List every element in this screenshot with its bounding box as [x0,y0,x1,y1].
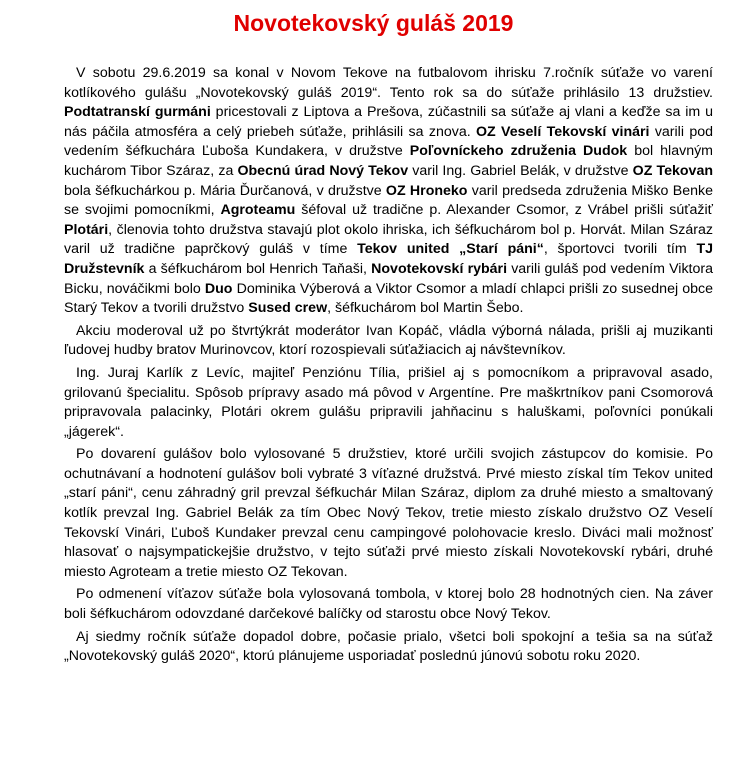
text-run: bol hlavným kuchárom Tibor Száraz, za [64,143,713,179]
text-run: Ing. Juraj Karlík z Levíc, majiteľ Penziónu Tília, prišiel aj s pomocníkom a pripravoval asado, grilovanú špecialitu. Spôsob prípravy asado má pôvod v Argentíne. Pre maškrtníkov pani Csomorová pripravovala palacinky, Plotári okrem gulášu pripravili jahňacinu s haluškami, poľovníci ponúkali „jágerek“. [64,364,713,440]
bold-team-name: Agroteamu [220,202,296,219]
bold-team-name: TJ Družstevník [64,241,714,277]
text-run: varil predseda združenia Miško Benke se svojimi pomocníkmi, [64,182,713,219]
paragraph [64,628,713,667]
bold-team-name: Tekov united „Starí páni“ [357,241,544,258]
text-run: Aj siedmy ročník súťaže dopadol dobre, počasie prialo, všetci boli spokojní a tešia sa na súťaž „Novotekovský guláš 2020“, ktorú plánujeme usporiadať poslednú júnovú sobotu roku 2020. [64,628,713,665]
text-run: šéfoval už tradične p. Alexander Csomor, z Vrábel prišli súťažiť [295,202,713,219]
paragraph [64,585,713,624]
bold-team-name: Podtatranskí gurmáni [64,104,211,121]
text-run: , športovci tvorili tím [543,241,697,258]
bold-team-name: OZ Hroneko [385,182,468,199]
text-run: Po dovarení gulášov bolo vylosované 5 družstiev, ktoré určili svojich zástupcov do komisie. Po ochutnávaní a hodnotení gulášov boli vybraté 3 víťazné družstvá. Prvé miesto získal tím Tekov united „starí páni“, cenu záhradný gril prevzal šéfkuchár Milan Száraz, diplom za druhé miesto a smaltovaný kotlík prevzal Ing. Gabriel Belák za tím Obec Nový Tekov, tretie miesto získalo družstvo OZ Veselí Tekovskí Vinári, Ľuboš Kundaker prevzal cenu campingové polohovacie kreslo. Diváci mali možnosť hlasovať o najsympatickejšie družstvo, v tejto súťaži prvé miesto získali Novotekovskí rybári, druhé miesto Agroteam a tretie miesto OZ Tekovan. [64,446,713,580]
text-run: a šéfkuchárom bol Henrich Taňaši, [144,260,372,277]
bold-team-name: Duo [204,280,233,297]
text-run: , členovia tohto družstva stavajú plot okolo ihriska, ich šéfkuchárom bol p. Horvát. Milan Száraz varil už tradične paprčkový guláš v tíme [64,221,713,258]
paragraph [64,322,713,361]
text-run: varil Ing. Gabriel Belák, v družstve [408,162,633,179]
bold-team-name: Poľovníckeho združenia Dudok [409,143,628,160]
paragraph [64,445,713,582]
paragraph [64,364,713,442]
text-run: Po odmenení víťazov súťaže bola vylosovaná tombola, v ktorej bolo 28 hodnotných cien. Na záver boli šéfkuchárom odovzdané darčekové balíčky od starostu obce Nový Tekov. [64,586,713,623]
document-body [64,64,713,667]
text-run: Dominika Výberová a Viktor Csomor a mladí chlapci prišli zo susednej obce Starý Tekov a tvorili družstvo [64,280,713,317]
text-run: pricestovali z Liptova a Prešova, zúčastnili sa súťaže aj vlani a keďže sa im u nás páčila atmosféra a celý priebeh súťaže, prihlásili sa znova. [64,104,713,140]
text-run: bola šéfkuchárkou p. Mária Ďurčanová, v družstve [64,182,386,199]
text-run: varili pod vedením šéfkuchára Ľuboša Kundakera, v družstve [64,123,713,160]
bold-team-name: OZ Tekovan [632,162,714,179]
document-title: Novotekovský guláš 2019 [233,10,514,36]
text-run: V sobotu 29.6.2019 sa konal v Novom Tekove na futbalovom ihrisku 7.ročník súťaže vo varení kotlíkového gulášu „Novotekovský guláš 2019“. Tento rok sa do súťaže prihlásilo 13 družstiev. [64,65,713,101]
bold-team-name: Novotekovskí rybári [371,260,508,277]
paragraph [64,64,713,319]
text-run: varili guláš pod vedením Viktora Bicku, nováčikmi bolo [64,260,713,297]
bold-team-name: Sused crew [248,300,328,317]
bold-team-name: OZ Veselí Tekovskí vinári [476,123,650,140]
bold-team-name: Plotári [64,221,109,238]
text-run: , šéfkuchárom bol Martin Šebo. [327,300,524,317]
text-run: Akciu moderoval už po štvrtýkrát moderátor Ivan Kopáč, vládla výborná nálada, prišli aj muzikanti ľudovej hudby bratov Murinovcov, ktorí rozospievali súťažiacich aj návštevníkov. [64,322,713,359]
bold-team-name: Obecnú úrad Nový Tekov [237,162,409,179]
